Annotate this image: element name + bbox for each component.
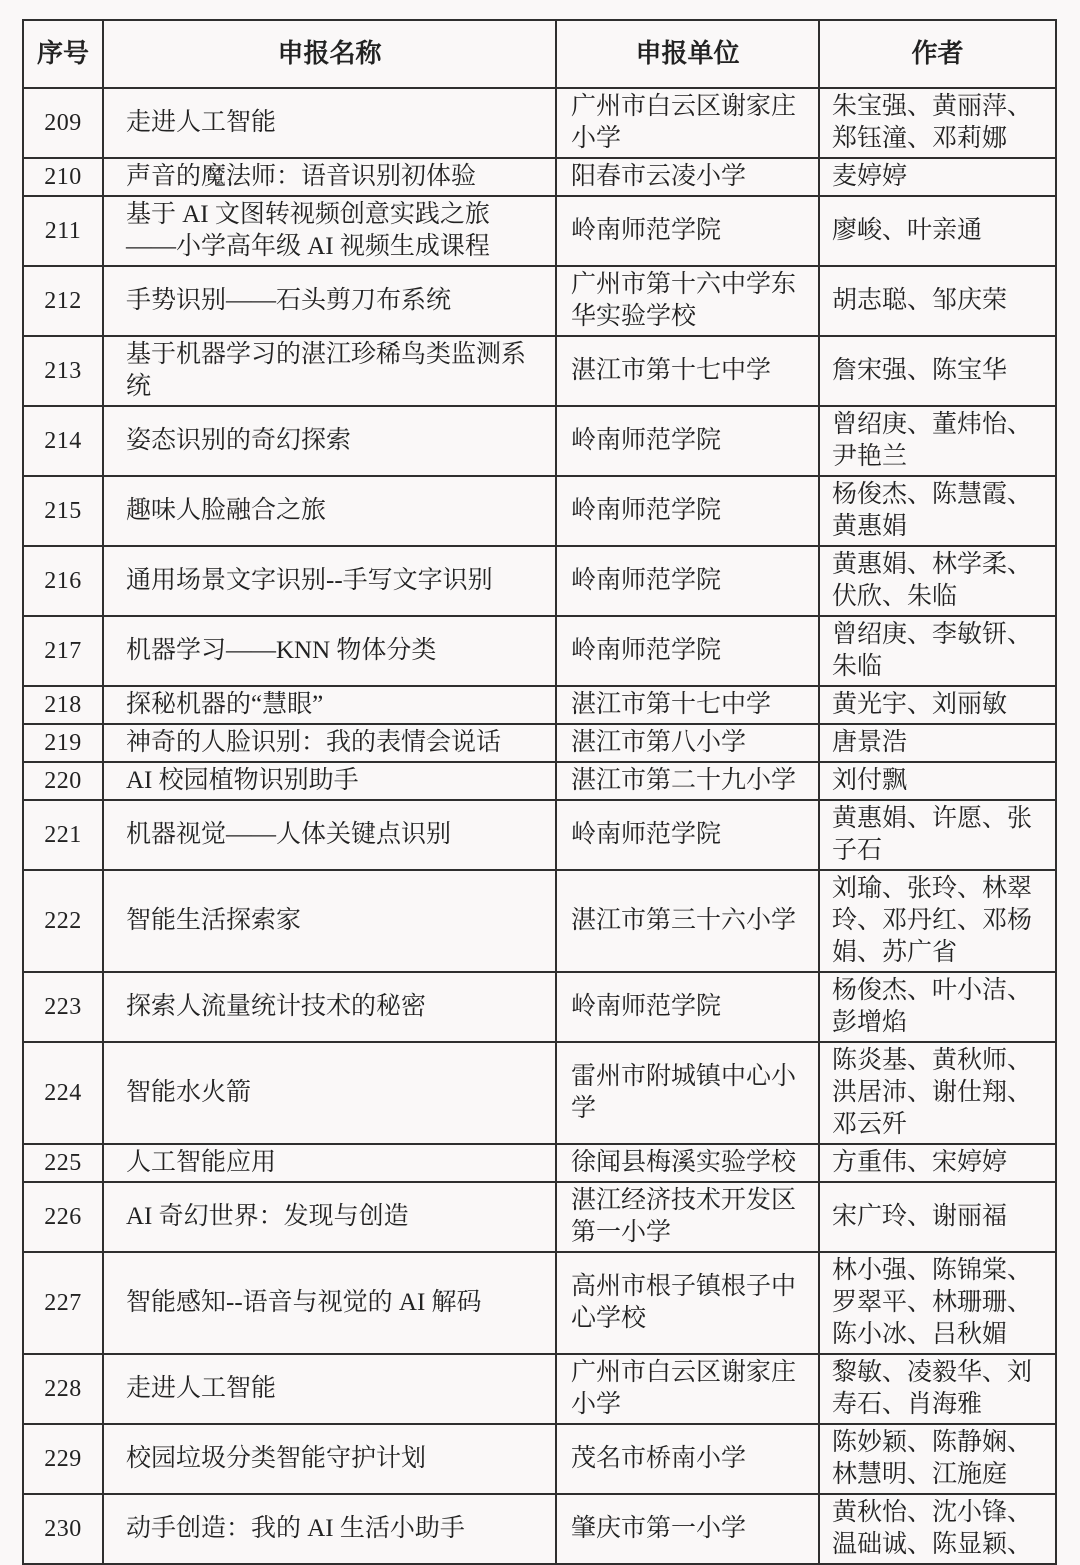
cell-authors: 宋广玲、谢丽福 xyxy=(819,1182,1056,1252)
cell-title: 探索人流量统计技术的秘密 xyxy=(103,972,556,1042)
cell-id: 211 xyxy=(23,196,103,266)
cell-title: 智能水火箭 xyxy=(103,1042,556,1144)
table-row xyxy=(23,266,1056,336)
cell-authors: 胡志聪、邹庆荣 xyxy=(819,266,1056,336)
table-row xyxy=(23,196,1056,266)
cell-title: 声音的魔法师：语音识别初体验 xyxy=(103,158,556,196)
cell-org: 湛江经济技术开发区第一小学 xyxy=(556,1182,819,1252)
table-row xyxy=(23,1424,1056,1494)
cell-title: 基于 AI 文图转视频创意实践之旅——小学高年级 AI 视频生成课程 xyxy=(103,196,556,266)
cell-id: 229 xyxy=(23,1424,103,1494)
cell-org: 岭南师范学院 xyxy=(556,476,819,546)
cell-title: 人工智能应用 xyxy=(103,1144,556,1182)
cell-authors: 陈妙颖、陈静娴、林慧明、江施庭 xyxy=(819,1424,1056,1494)
cell-title: 通用场景文字识别--手写文字识别 xyxy=(103,546,556,616)
column-header-organization: 申报单位 xyxy=(556,20,819,88)
cell-id: 224 xyxy=(23,1042,103,1144)
cell-id: 213 xyxy=(23,336,103,406)
cell-id: 212 xyxy=(23,266,103,336)
column-header-serial-number: 序号 xyxy=(23,20,103,88)
cell-title: 机器学习——KNN 物体分类 xyxy=(103,616,556,686)
cell-authors: 黄光宇、刘丽敏 xyxy=(819,686,1056,724)
table-row xyxy=(23,476,1056,546)
table-row xyxy=(23,800,1056,870)
cell-id: 221 xyxy=(23,800,103,870)
cell-title: 校园垃圾分类智能守护计划 xyxy=(103,1424,556,1494)
column-header-authors: 作者 xyxy=(819,20,1056,88)
table-row xyxy=(23,724,1056,762)
table-row xyxy=(23,1354,1056,1424)
cell-title: 手势识别——石头剪刀布系统 xyxy=(103,266,556,336)
cell-org: 高州市根子镇根子中心学校 xyxy=(556,1252,819,1354)
table-row xyxy=(23,336,1056,406)
cell-id: 222 xyxy=(23,870,103,972)
cell-id: 227 xyxy=(23,1252,103,1354)
cell-title: 走进人工智能 xyxy=(103,1354,556,1424)
cell-title: AI 奇幻世界：发现与创造 xyxy=(103,1182,556,1252)
cell-title: 探秘机器的“慧眼” xyxy=(103,686,556,724)
cell-title: 动手创造：我的 AI 生活小助手 xyxy=(103,1494,556,1564)
cell-org: 湛江市第十七中学 xyxy=(556,686,819,724)
table-body xyxy=(23,88,1056,1564)
cell-authors: 杨俊杰、叶小洁、彭增焰 xyxy=(819,972,1056,1042)
cell-org: 岭南师范学院 xyxy=(556,800,819,870)
cell-org: 湛江市第八小学 xyxy=(556,724,819,762)
table-row xyxy=(23,972,1056,1042)
cell-title: 姿态识别的奇幻探索 xyxy=(103,406,556,476)
cell-id: 216 xyxy=(23,546,103,616)
cell-authors: 唐景浩 xyxy=(819,724,1056,762)
table-row xyxy=(23,88,1056,158)
cell-org: 湛江市第三十六小学 xyxy=(556,870,819,972)
cell-title: 趣味人脸融合之旅 xyxy=(103,476,556,546)
application-table xyxy=(22,19,1057,1565)
cell-id: 215 xyxy=(23,476,103,546)
table-row xyxy=(23,1144,1056,1182)
table-row xyxy=(23,546,1056,616)
cell-title: 智能感知--语音与视觉的 AI 解码 xyxy=(103,1252,556,1354)
cell-id: 218 xyxy=(23,686,103,724)
cell-id: 228 xyxy=(23,1354,103,1424)
cell-org: 岭南师范学院 xyxy=(556,616,819,686)
cell-id: 210 xyxy=(23,158,103,196)
cell-org: 湛江市第二十九小学 xyxy=(556,762,819,800)
cell-org: 岭南师范学院 xyxy=(556,196,819,266)
cell-authors: 陈炎基、黄秋师、洪居沛、谢仕翔、邓云歼 xyxy=(819,1042,1056,1144)
table-header xyxy=(23,20,1056,88)
cell-title: AI 校园植物识别助手 xyxy=(103,762,556,800)
cell-authors: 詹宋强、陈宝华 xyxy=(819,336,1056,406)
table-row xyxy=(23,1042,1056,1144)
cell-org: 雷州市附城镇中心小学 xyxy=(556,1042,819,1144)
cell-org: 肇庆市第一小学 xyxy=(556,1494,819,1564)
cell-authors: 曾绍庚、李敏钘、朱临 xyxy=(819,616,1056,686)
cell-title: 基于机器学习的湛江珍稀鸟类监测系统 xyxy=(103,336,556,406)
table-row xyxy=(23,616,1056,686)
cell-id: 226 xyxy=(23,1182,103,1252)
cell-authors: 刘付飘 xyxy=(819,762,1056,800)
table-row xyxy=(23,1182,1056,1252)
cell-org: 徐闻县梅溪实验学校 xyxy=(556,1144,819,1182)
cell-authors: 廖峻、叶亲通 xyxy=(819,196,1056,266)
cell-title: 神奇的人脸识别：我的表情会说话 xyxy=(103,724,556,762)
cell-authors: 黄秋怡、沈小锋、温础诚、陈显颖、 xyxy=(819,1494,1056,1564)
cell-org: 阳春市云凌小学 xyxy=(556,158,819,196)
table-row xyxy=(23,1252,1056,1354)
cell-authors: 杨俊杰、陈慧霞、黄惠娟 xyxy=(819,476,1056,546)
cell-org: 广州市白云区谢家庄小学 xyxy=(556,88,819,158)
cell-id: 217 xyxy=(23,616,103,686)
table-row xyxy=(23,762,1056,800)
cell-id: 225 xyxy=(23,1144,103,1182)
cell-id: 219 xyxy=(23,724,103,762)
cell-id: 209 xyxy=(23,88,103,158)
cell-id: 214 xyxy=(23,406,103,476)
cell-org: 广州市第十六中学东华实验学校 xyxy=(556,266,819,336)
table-row xyxy=(23,158,1056,196)
table-row xyxy=(23,870,1056,972)
cell-authors: 林小强、陈锦棠、罗翠平、林珊珊、陈小冰、吕秋媚 xyxy=(819,1252,1056,1354)
cell-authors: 朱宝强、黄丽萍、郑钰潼、邓莉娜 xyxy=(819,88,1056,158)
cell-org: 湛江市第十七中学 xyxy=(556,336,819,406)
application-list xyxy=(22,19,1055,1565)
cell-title: 智能生活探索家 xyxy=(103,870,556,972)
cell-org: 岭南师范学院 xyxy=(556,406,819,476)
header-row xyxy=(23,20,1056,88)
cell-id: 220 xyxy=(23,762,103,800)
cell-title: 走进人工智能 xyxy=(103,88,556,158)
table-row xyxy=(23,686,1056,724)
cell-title: 机器视觉——人体关键点识别 xyxy=(103,800,556,870)
cell-authors: 黄惠娟、许愿、张子石 xyxy=(819,800,1056,870)
cell-authors: 曾绍庚、董炜怡、尹艳兰 xyxy=(819,406,1056,476)
table-row xyxy=(23,1494,1056,1564)
cell-id: 230 xyxy=(23,1494,103,1564)
cell-org: 广州市白云区谢家庄小学 xyxy=(556,1354,819,1424)
cell-org: 茂名市桥南小学 xyxy=(556,1424,819,1494)
cell-authors: 黄惠娟、林学柔、伏欣、朱临 xyxy=(819,546,1056,616)
column-header-application-title: 申报名称 xyxy=(103,20,556,88)
cell-org: 岭南师范学院 xyxy=(556,546,819,616)
cell-authors: 麦婷婷 xyxy=(819,158,1056,196)
cell-authors: 黎敏、凌毅华、刘寿石、肖海雅 xyxy=(819,1354,1056,1424)
cell-authors: 方重伟、宋婷婷 xyxy=(819,1144,1056,1182)
table-row xyxy=(23,406,1056,476)
cell-authors: 刘瑜、张玲、林翠玲、邓丹红、邓杨娟、苏广省 xyxy=(819,870,1056,972)
cell-id: 223 xyxy=(23,972,103,1042)
cell-org: 岭南师范学院 xyxy=(556,972,819,1042)
